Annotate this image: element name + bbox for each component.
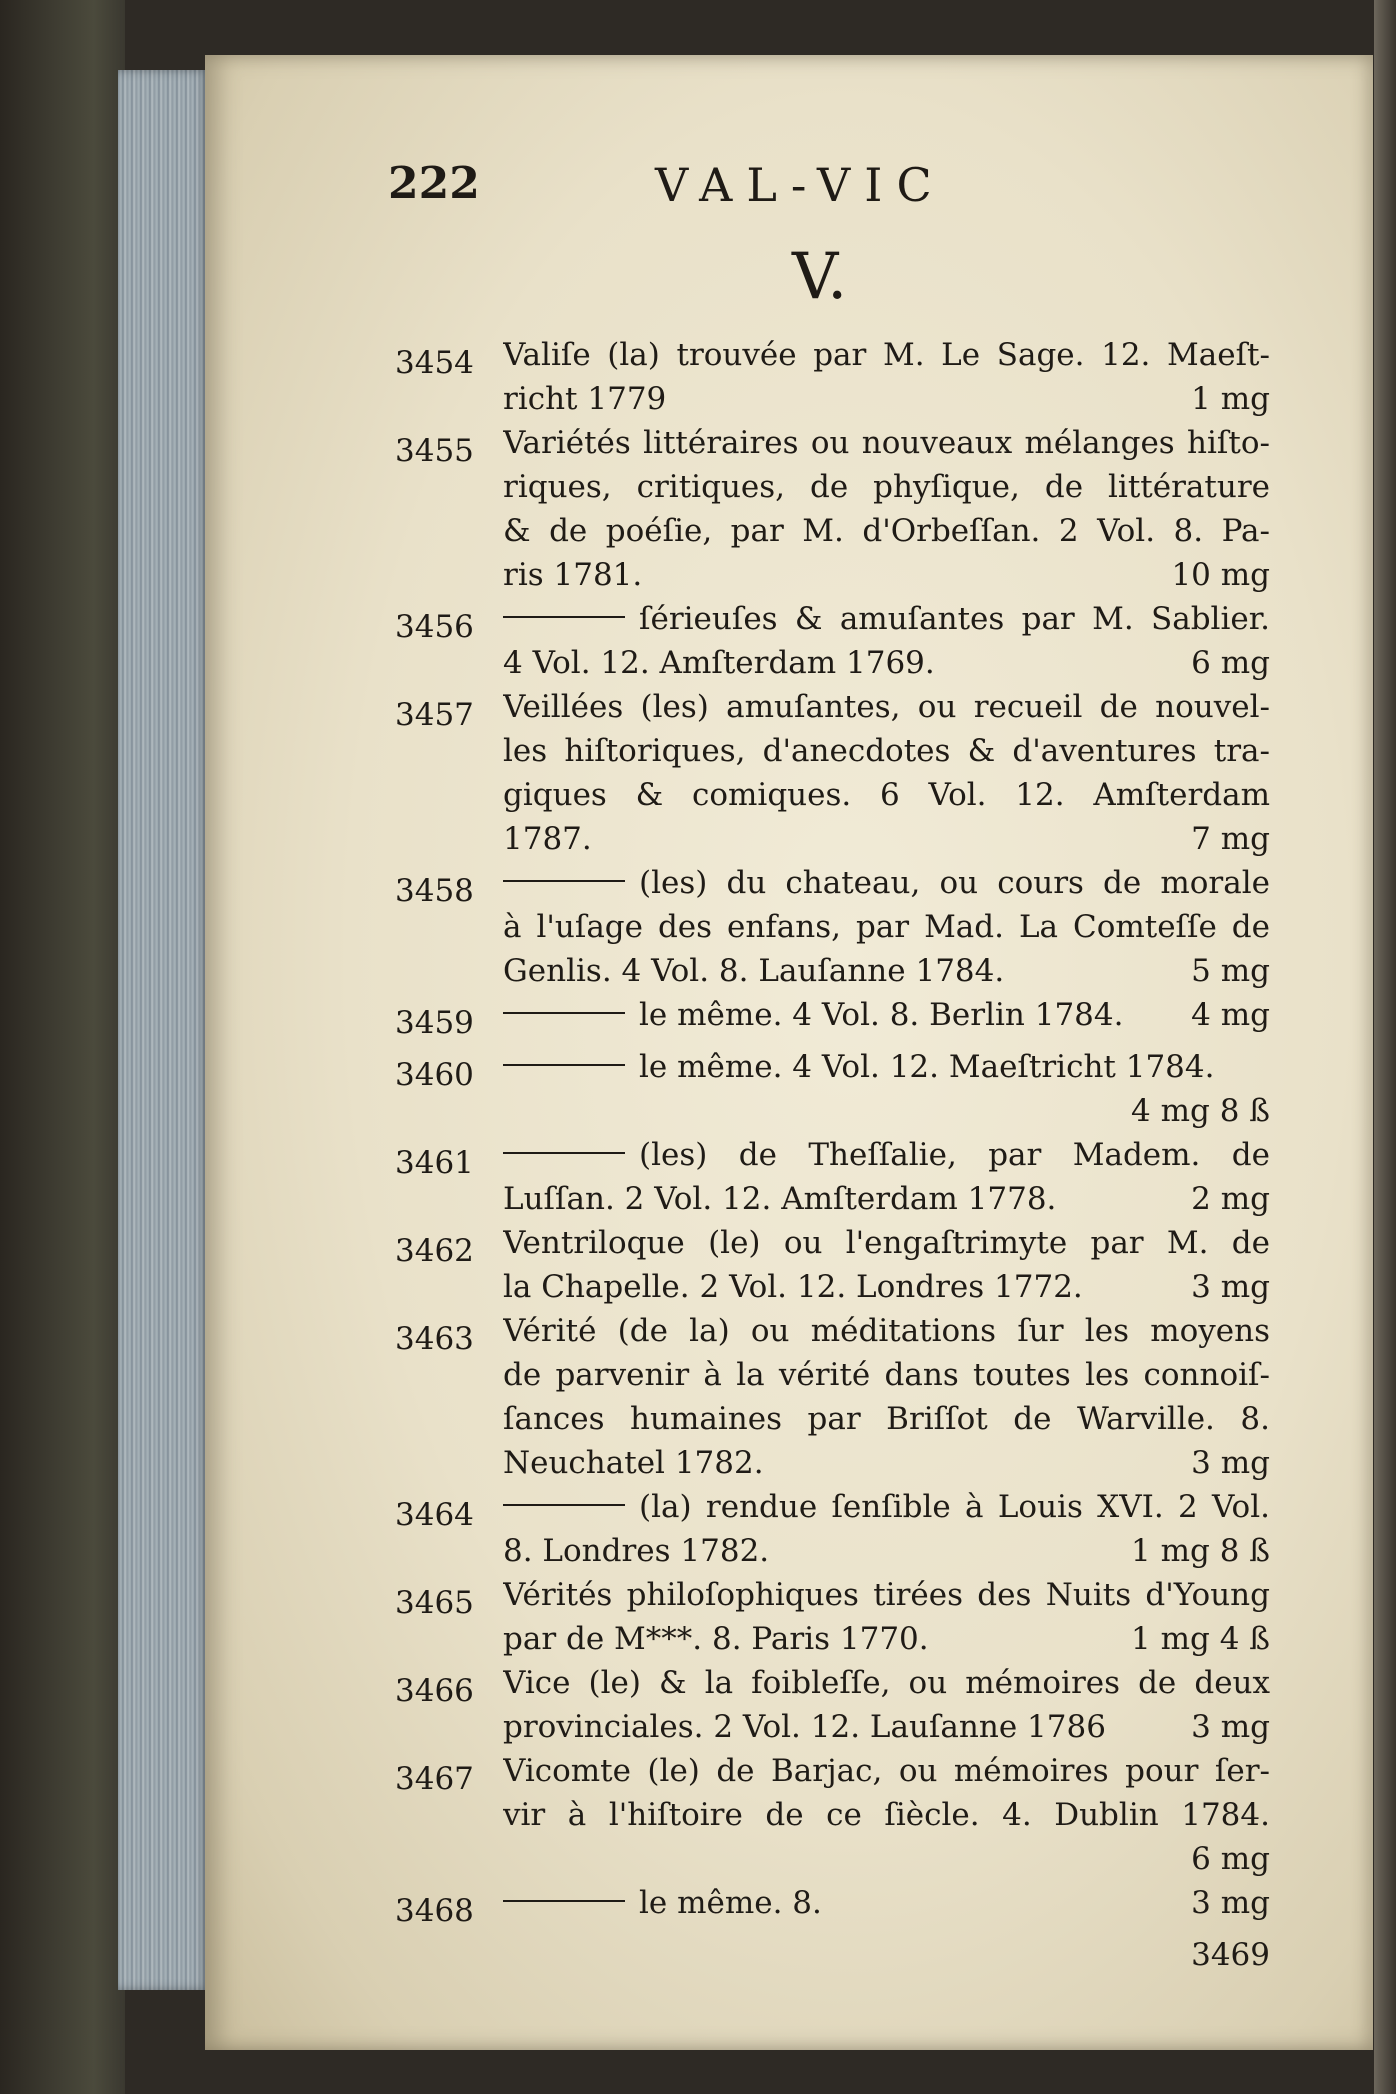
entry-number: 3463	[395, 1321, 474, 1357]
entry-line	[503, 1617, 1270, 1661]
catalogue-entry	[395, 421, 1270, 597]
entry-number: 3456	[395, 609, 474, 645]
entry-line	[503, 1749, 1270, 1793]
entry-number: 3454	[395, 345, 474, 381]
catalogue-entry	[395, 1749, 1270, 1881]
entry-line-text: 4 Vol. 12. Amſterdam 1769.	[503, 645, 935, 681]
entry-price: 1 mg 4 ß	[1131, 1621, 1270, 1657]
catalogue-entry	[395, 685, 1270, 861]
entry-price: 3 mg	[1191, 1269, 1270, 1305]
entry-number: 3460	[395, 1057, 474, 1093]
catalogue-entry	[395, 1485, 1270, 1573]
entry-line-text: Variétés littéraires ou nouveaux mélanges hiſto-	[503, 425, 1270, 461]
entry-line	[503, 641, 1270, 685]
entry-line-text: Vicomte (le) de Barjac, ou mémoires pour ſer-	[503, 1753, 1270, 1789]
ditto-dash	[503, 616, 625, 618]
entry-line	[503, 597, 1270, 641]
entry-line	[503, 817, 1270, 861]
entry-line	[503, 1529, 1270, 1573]
entry-line	[503, 1045, 1270, 1089]
entry-description	[503, 1573, 1270, 1661]
entry-number: 3457	[395, 697, 474, 733]
catalogue-entry	[395, 333, 1270, 421]
entry-description	[503, 421, 1270, 597]
entry-description	[503, 1661, 1270, 1749]
catchword: 3469	[1191, 1937, 1270, 1973]
entry-number: 3462	[395, 1233, 474, 1269]
running-title: VAL-VIC	[655, 158, 946, 212]
entry-line-text: Genlis. 4 Vol. 8. Lauſanne 1784.	[503, 953, 1005, 989]
entry-number: 3465	[395, 1585, 474, 1621]
ditto-dash	[503, 1152, 625, 1154]
entry-line	[503, 1133, 1270, 1177]
entry-price: 4 mg 8 ß	[1131, 1093, 1270, 1129]
entry-description	[503, 1045, 1270, 1133]
entry-line-text: (les) du chateau, ou cours de morale	[639, 865, 1270, 901]
entry-price: 4 mg	[1191, 997, 1270, 1033]
entry-line-text: 1787.	[503, 821, 592, 857]
entry-line	[503, 1705, 1270, 1749]
entry-line-text: Valiſe (la) trouvée par M. Le Sage. 12. Maeſt-	[503, 337, 1270, 373]
entry-line	[503, 1265, 1270, 1309]
entry-line	[503, 1441, 1270, 1485]
entry-price: 2 mg	[1191, 1181, 1270, 1217]
entry-line	[503, 1485, 1270, 1529]
entry-description	[503, 993, 1270, 1037]
catalogue-entry	[395, 1881, 1270, 1933]
entry-line	[503, 729, 1270, 773]
entry-line-text: à l'uſage des enfans, par Mad. La Comteſſe de	[503, 909, 1270, 945]
entry-line-text: les hiſtoriques, d'anecdotes & d'aventures tra-	[503, 733, 1270, 769]
catalogue-entry	[395, 1661, 1270, 1749]
ditto-dash	[503, 1012, 625, 1014]
entry-line	[503, 465, 1270, 509]
catalogue-entry	[395, 1309, 1270, 1485]
catalogue-entry	[395, 597, 1270, 685]
page-edges	[118, 70, 210, 1990]
entry-line-text: par de M***. 8. Paris 1770.	[503, 1621, 929, 1657]
entry-description	[503, 861, 1270, 993]
ditto-dash	[503, 1504, 625, 1506]
section-letter: V.	[792, 240, 848, 314]
page-number: 222	[388, 158, 480, 209]
ditto-dash	[503, 1064, 625, 1066]
entry-line-text: Vice (le) & la foibleſſe, ou mémoires de deux	[503, 1665, 1270, 1701]
entry-price: 6 mg	[1191, 645, 1270, 681]
entry-line	[503, 333, 1270, 377]
catalogue-entry	[395, 1221, 1270, 1309]
entry-price: 10 mg	[1171, 557, 1270, 593]
entry-number: 3458	[395, 873, 474, 909]
entry-price: 3 mg	[1191, 1885, 1270, 1921]
ditto-dash	[503, 1900, 625, 1902]
entry-line-text: provinciales. 2 Vol. 12. Lauſanne 1786	[503, 1709, 1106, 1745]
entry-price: 7 mg	[1191, 821, 1270, 857]
entry-line-text: ſances humaines par Briſſot de Warville. 8.	[503, 1401, 1270, 1437]
entry-description	[503, 1133, 1270, 1221]
book-cover-right	[1374, 0, 1396, 2094]
entry-line-text: & de poéſie, par M. d'Orbeſſan. 2 Vol. 8. Pa-	[503, 513, 1270, 549]
entry-line	[503, 905, 1270, 949]
entry-line	[503, 1309, 1270, 1353]
entry-line-text: Veillées (les) amuſantes, ou recueil de nouvel-	[503, 689, 1270, 725]
entry-description	[503, 685, 1270, 861]
entry-line	[503, 1221, 1270, 1265]
entry-number: 3455	[395, 433, 474, 469]
entry-line	[503, 1573, 1270, 1617]
entry-line	[503, 1881, 1270, 1925]
book-cover-left	[0, 0, 125, 2094]
entry-line	[503, 509, 1270, 553]
entry-line-text: le même. 8.	[639, 1885, 822, 1921]
entry-number: 3464	[395, 1497, 474, 1533]
entry-line-text: richt 1779	[503, 381, 667, 417]
entry-number: 3467	[395, 1761, 474, 1797]
entry-line-text: giques & comiques. 6 Vol. 12. Amſterdam	[503, 777, 1270, 813]
ditto-dash	[503, 880, 625, 882]
entry-line	[503, 1397, 1270, 1441]
entry-line	[503, 421, 1270, 465]
entry-line-text: le même. 4 Vol. 12. Maeſtricht 1784.	[639, 1049, 1215, 1085]
entry-line	[503, 553, 1270, 597]
entry-number: 3459	[395, 1005, 474, 1041]
entry-line-text: ris 1781.	[503, 557, 643, 593]
entry-line-text: (les) de Theſſalie, par Madem. de	[639, 1137, 1270, 1173]
entry-description	[503, 1221, 1270, 1309]
catalogue-entry	[395, 1133, 1270, 1221]
catalogue-entry	[395, 861, 1270, 993]
entry-price: 6 mg	[1191, 1841, 1270, 1877]
entry-description	[503, 1309, 1270, 1485]
entry-price: 1 mg	[1191, 381, 1270, 417]
entry-description	[503, 597, 1270, 685]
entry-line-text: la Chapelle. 2 Vol. 12. Londres 1772.	[503, 1269, 1083, 1305]
entry-description	[503, 333, 1270, 421]
entry-line	[503, 773, 1270, 817]
entry-number: 3466	[395, 1673, 474, 1709]
entry-price: 3 mg	[1191, 1445, 1270, 1481]
entry-line	[503, 377, 1270, 421]
entry-line-text: vir à l'hiſtoire de ce ſiècle. 4. Dublin 1784.	[503, 1797, 1270, 1833]
entry-line-text: le même. 4 Vol. 8. Berlin 1784.	[639, 997, 1124, 1033]
catalogue-entry	[395, 993, 1270, 1045]
entry-line	[503, 993, 1270, 1037]
entry-description	[503, 1485, 1270, 1573]
entry-description	[503, 1749, 1270, 1881]
entry-line-text: Vérité (de la) ou méditations ſur les moyens	[503, 1313, 1270, 1349]
entry-line	[503, 1661, 1270, 1705]
entry-line-text: riques, critiques, de phyſique, de littérature	[503, 469, 1270, 505]
entry-line	[503, 1793, 1270, 1837]
entry-line-text: Ventriloque (le) ou l'engaſtrimyte par M. de	[503, 1225, 1270, 1261]
entry-line-text: Vérités philoſophiques tirées des Nuits d'Young	[503, 1577, 1270, 1613]
catalogue-entry	[395, 1045, 1270, 1133]
entry-line	[503, 685, 1270, 729]
entry-number: 3468	[395, 1893, 474, 1929]
entry-line-text: Luſſan. 2 Vol. 12. Amſterdam 1778.	[503, 1181, 1057, 1217]
entry-description	[503, 1881, 1270, 1925]
entry-price: 5 mg	[1191, 953, 1270, 989]
entry-line	[503, 949, 1270, 993]
entry-line-text: Neuchatel 1782.	[503, 1445, 764, 1481]
entry-number: 3461	[395, 1145, 474, 1181]
entry-line	[503, 861, 1270, 905]
entry-price: 3 mg	[1191, 1709, 1270, 1745]
entry-line	[503, 1353, 1270, 1397]
catalogue-entries	[395, 333, 1270, 1977]
entry-line-text: de parvenir à la vérité dans toutes les connoiſ-	[503, 1357, 1270, 1393]
catalogue-entry	[395, 1573, 1270, 1661]
entry-line-text: ſérieuſes & amuſantes par M. Sablier.	[639, 601, 1270, 637]
entry-line-text: (la) rendue ſenſible à Louis XVI. 2 Vol.	[639, 1489, 1270, 1525]
entry-line	[503, 1177, 1270, 1221]
entry-line-text: 8. Londres 1782.	[503, 1533, 770, 1569]
entry-price: 1 mg 8 ß	[1131, 1533, 1270, 1569]
